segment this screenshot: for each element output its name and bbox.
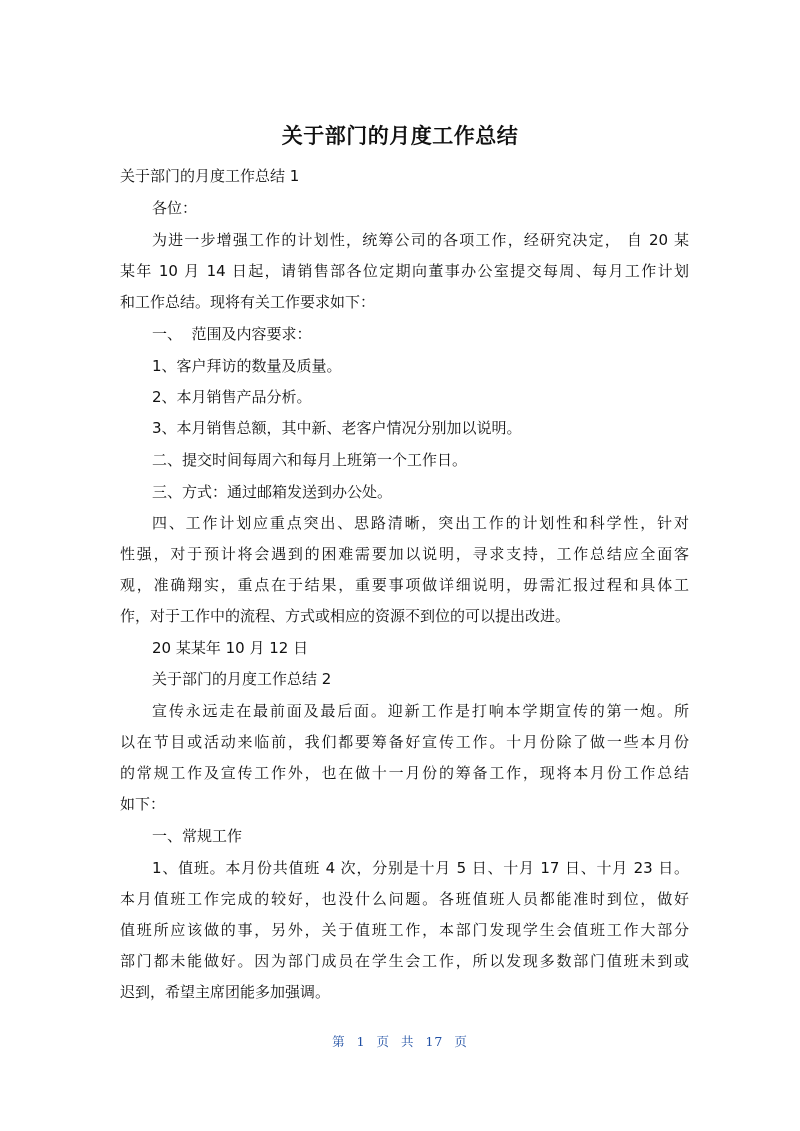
paragraph-line: 和工作总结。现将有关工作要求如下：: [120, 293, 376, 311]
salutation: 各位：: [152, 199, 198, 217]
paragraph-line: 四、工作计划应重点突出、思路清晰，突出工作的计划性和科学性，针对: [152, 514, 689, 532]
paragraph-line: 迟到，希望主席团能多加强调。: [120, 983, 331, 1001]
paragraph-line: 某年 10 月 14 日起，请销售部各位定期向董事办公室提交每周、每月工作计划: [120, 262, 689, 280]
paragraph-line: 值班所应该做的事，另外，关于值班工作，本部门发现学生会值班工作大部分: [120, 921, 689, 939]
list-item: 3、本月销售总额，其中新、老客户情况分别加以说明。: [152, 419, 522, 437]
list-heading: 二、提交时间每周六和每月上班第一个工作日。: [152, 451, 468, 469]
section-heading-2: 关于部门的月度工作总结 2: [152, 670, 332, 688]
paragraph-line: 宣传永远走在最前面及最后面。迎新工作是打响本学期宣传的第一炮。所: [152, 702, 689, 720]
list-heading: 一、常规工作: [152, 827, 243, 845]
paragraph-line: 观，准确翔实，重点在于结果，重要事项做详细说明，毋需汇报过程和具体工: [120, 576, 689, 594]
paragraph-line: 部门都未能做好。因为部门成员在学生会工作，所以发现多数部门值班未到或: [120, 952, 689, 970]
paragraph-line: 如下：: [120, 795, 166, 813]
paragraph-line: 本月值班工作完成的较好，也没什么问题。各班值班人员都能准时到位，做好: [120, 890, 689, 908]
paragraph-line: 为进一步增强工作的计划性，统筹公司的各项工作，经研究决定， 自 20 某: [152, 231, 689, 249]
list-item: 1、客户拜访的数量及质量。: [152, 357, 342, 375]
paragraph-line: 的常规工作及宣传工作外，也在做十一月份的筹备工作，现将本月份工作总结: [120, 764, 689, 782]
list-heading: 一、 范围及内容要求：: [152, 325, 312, 343]
paragraph-line: 以在节目或活动来临前，我们都要筹备好宣传工作。十月份除了做一些本月份: [120, 733, 689, 751]
paragraph-line: 性强，对于预计将会遇到的困难需要加以说明，寻求支持，工作总结应全面客: [120, 545, 689, 563]
list-heading: 三、方式：通过邮箱发送到办公处。: [152, 483, 393, 501]
date-line: 20 某某年 10 月 12 日: [152, 639, 309, 657]
section-heading-1: 关于部门的月度工作总结 1: [120, 167, 300, 185]
paragraph-line: 作，对于工作中的流程、方式或相应的资源不到位的可以提出改进。: [120, 607, 571, 625]
list-item: 2、本月销售产品分析。: [152, 388, 312, 406]
page-number-footer: 第 1 页 共 17 页: [332, 1034, 468, 1049]
document-title: 关于部门的月度工作总结: [281, 124, 519, 148]
paragraph-line: 1、值班。本月份共值班 4 次，分别是十月 5 日、十月 17 日、十月 23 日。: [152, 859, 689, 877]
